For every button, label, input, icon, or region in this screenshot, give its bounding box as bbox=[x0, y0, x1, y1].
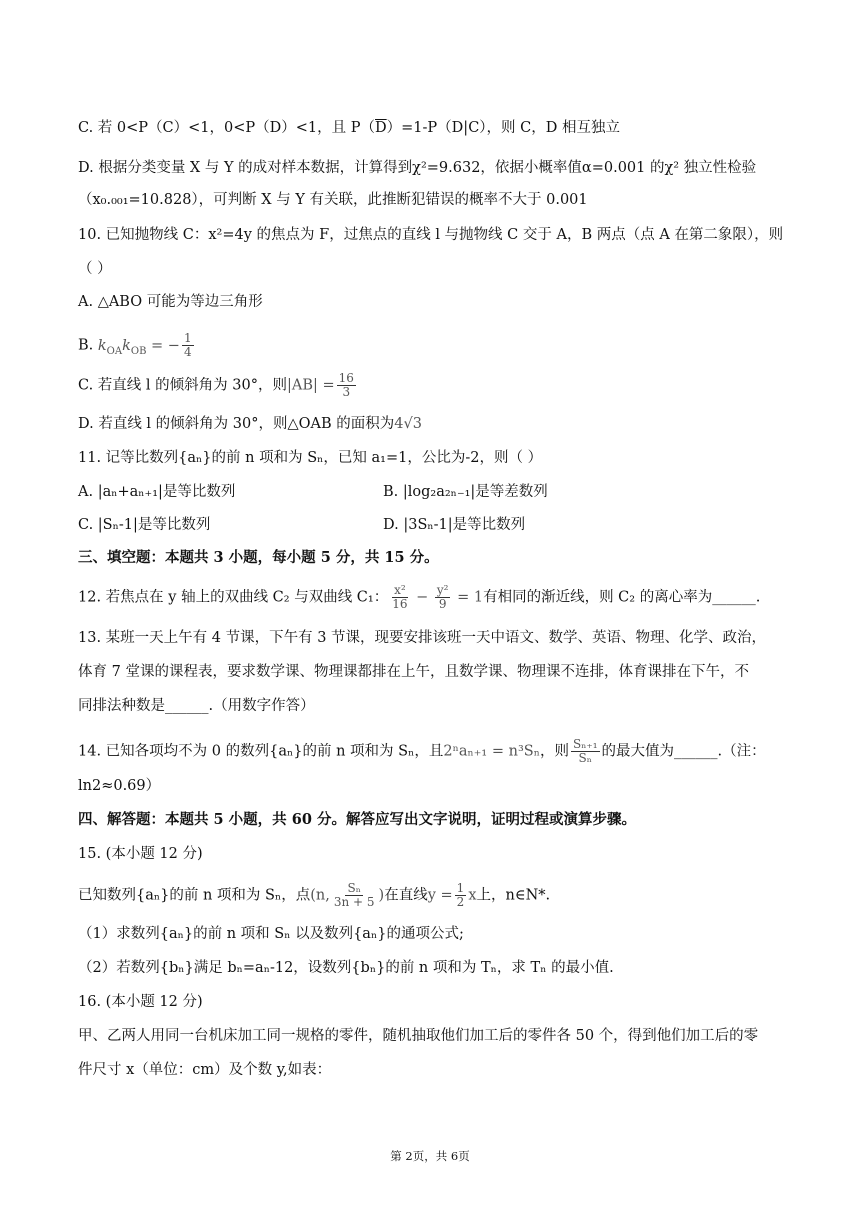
q14-line1: 14. 已知各项均不为 0 的数列{aₙ}的前 n 项和为 Sₙ，且2ⁿaₙ₊₁ = n³Sₙ，则 $\frac{\text{Sₙ₊₁}}{\text{Sₙ}}$ 的最大值为______.（注： bbox=[78, 737, 766, 765]
q11-stem: 11. 记等比数列{aₙ}的前 n 项和为 Sₙ，已知 a₁=1，公比为-2，则（ ） bbox=[78, 450, 543, 466]
q11-option-a: A. |aₙ+aₙ₊₁|是等比数列 bbox=[78, 484, 236, 500]
q10-option-b: B. $k_{OA}k_{OB}$ = − $\frac{1}{4}$ bbox=[78, 331, 192, 359]
q15-part1: （1）求数列{aₙ}的前 n 项和 Sₙ 以及数列{aₙ}的通项公式; bbox=[78, 926, 464, 942]
q13-line3: 同排法种数是______.（用数字作答） bbox=[78, 698, 315, 714]
page-footer: 第 2页，共 6页 bbox=[390, 1149, 470, 1163]
q16-heading: 16. (本小题 12 分) bbox=[78, 994, 203, 1010]
q10-option-a: A. △ABO 可能为等边三角形 bbox=[78, 294, 263, 310]
q15-heading: 15. (本小题 12 分) bbox=[78, 846, 203, 862]
q11-option-c: C. |Sₙ-1|是等比数列 bbox=[78, 517, 211, 533]
q16-line2: 件尺寸 x（单位：cm）及个数 y,如表： bbox=[78, 1062, 332, 1078]
q9-option-d-line1: D. 根据分类变量 X 与 Y 的成对样本数据，计算得到χ²=9.632，依据小概率值α=0.001 的χ² 独立性检验 bbox=[78, 160, 757, 176]
section-4-heading: 四、解答题：本题共 5 小题，共 60 分。解答应写出文字说明，证明过程或演算步骤。 bbox=[78, 811, 636, 828]
q11-option-b: B. |log₂a₂ₙ₋₁|是等差数列 bbox=[383, 484, 548, 500]
section-3-heading: 三、填空题：本题共 3 小题，每小题 5 分，共 15 分。 bbox=[78, 549, 439, 566]
q11-option-d: D. |3Sₙ-1|是等比数列 bbox=[383, 517, 526, 533]
q15-stem: 已知数列{aₙ}的前 n 项和为 Sₙ，点(n, $\frac{\text{Sₙ}}{3n + 5}$ )在直线y = $\frac{1}{2}$ x上，n∈N*. bbox=[78, 881, 551, 909]
q9-option-c: C. 若 0<P（C）<1，0<P（D）<1，且 $P(\overline{D})=1-P(D|C)$，则 C，D 相互独立 bbox=[78, 120, 620, 136]
q13-line2: 体育 7 堂课的课程表，要求数学课、物理课都排在上午，且数学课、物理课不连排，体育课排在下午，不 bbox=[78, 664, 749, 680]
q13-line1: 13. 某班一天上午有 4 节课，下午有 3 节课，现要安排该班一天中语文、数学、英语、物理、化学、政治， bbox=[78, 630, 767, 646]
q10-option-c: C. 若直线 l 的倾斜角为 30°，则|AB| = $\frac{16}{3}$ bbox=[78, 371, 354, 399]
q10-option-d: D. 若直线 l 的倾斜角为 30°，则△OAB 的面积为4√3 bbox=[78, 416, 422, 432]
q14-line2: ln2≈0.69） bbox=[78, 778, 161, 794]
q12: 12. 若焦点在 y 轴上的双曲线 C₂ 与双曲线 C₁： $\frac{\text{x²}}{16}$ − $\frac{\text{y²}}{9}$ = 1有相同的渐近线，则 C₂ 的离心率为______. bbox=[78, 583, 761, 611]
q16-line1: 甲、乙两人用同一台机床加工同一规格的零件，随机抽取他们加工后的零件各 50 个，得到他们加工后的零 bbox=[78, 1028, 759, 1044]
q9-option-d-line2: （x₀.₀₀₁=10.828），可判断 X 与 Y 有关联，此推断犯错误的概率不大于 0.001 bbox=[78, 192, 588, 208]
q15-part2: （2）若数列{bₙ}满足 bₙ=aₙ-12，设数列{bₙ}的前 n 项和为 Tₙ，求 Tₙ 的最小值. bbox=[78, 960, 614, 976]
q10-stem-line2: （ ） bbox=[78, 261, 112, 277]
q10-stem-line1: 10. 已知抛物线 C：x²=4y 的焦点为 F，过焦点的直线 l 与抛物线 C 交于 A，B 两点（点 A 在第二象限），则 bbox=[78, 227, 784, 243]
